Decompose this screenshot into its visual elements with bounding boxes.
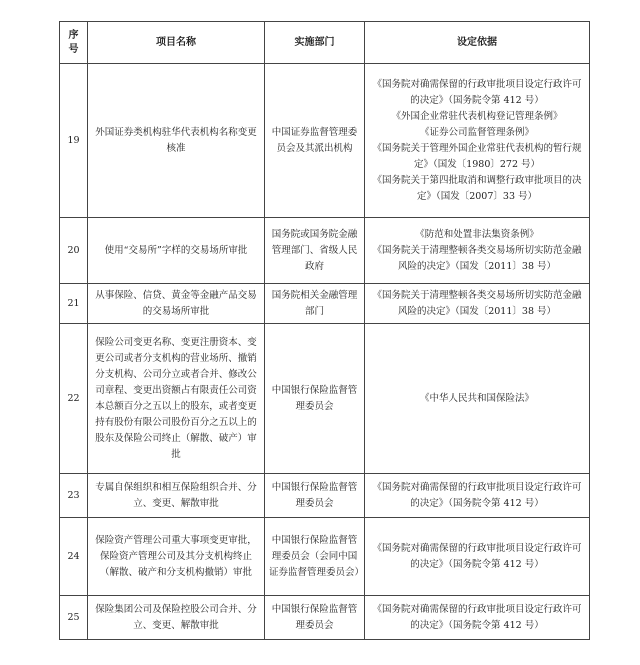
table-row	[60, 218, 590, 284]
table-row	[60, 64, 590, 218]
basis-item: 《国务院对确需保留的行政审批项目设定行政许可的决定》（国务院令第 412 号）	[372, 603, 582, 631]
row-basis	[365, 596, 590, 640]
row-name: 保险集团公司及保险控股公司合并、分立、变更、解散审批	[88, 596, 265, 640]
header-dept: 实施部门	[265, 22, 365, 64]
row-dept: 国务院或国务院金融管理部门、省级人民政府	[265, 218, 365, 284]
basis-item: 《外国企业常驻代表机构登记管理条例》	[391, 110, 563, 122]
row-dept: 中国银行保险监督管理委员会（会同中国证券监督管理委员会）	[265, 518, 365, 596]
row-no: 25	[60, 596, 88, 640]
row-dept: 中国银行保险监督管理委员会	[265, 324, 365, 474]
row-basis	[365, 324, 590, 474]
basis-item: 《防范和处置非法集资条例》	[415, 228, 539, 240]
approval-items-table	[59, 21, 590, 640]
table-row	[60, 474, 590, 518]
row-dept: 国务院相关金融管理部门	[265, 284, 365, 324]
basis-item: 《证券公司监督管理条例》	[419, 126, 534, 138]
row-basis	[365, 474, 590, 518]
row-name: 专属自保组织和相互保险组织合并、分立、变更、解散审批	[88, 474, 265, 518]
basis-item: 《国务院关于清理整顿各类交易场所切实防范金融风险的决定》（国发〔2011〕38 号）	[372, 244, 582, 272]
table-row	[60, 324, 590, 474]
basis-item: 《国务院关于第四批取消和调整行政审批项目的决定》（国发〔2007〕33 号）	[372, 174, 582, 202]
table-row	[60, 284, 590, 324]
basis-item: 《国务院关于清理整顿各类交易场所切实防范金融风险的决定》（国发〔2011〕38 号）	[372, 289, 582, 317]
header-row	[60, 22, 590, 64]
row-no: 24	[60, 518, 88, 596]
basis-item: 《中华人民共和国保险法》	[419, 392, 534, 404]
row-no: 23	[60, 474, 88, 518]
row-no: 21	[60, 284, 88, 324]
row-name: 外国证券类机构驻华代表机构名称变更核准	[88, 64, 265, 218]
header-basis: 设定依据	[365, 22, 590, 64]
table-row	[60, 518, 590, 596]
header-no: 序号	[60, 22, 88, 64]
basis-item: 《国务院关于管理外国企业常驻代表机构的暂行规定》（国发〔1980〕272 号）	[372, 142, 582, 170]
table-row	[60, 596, 590, 640]
row-basis	[365, 64, 590, 218]
row-basis	[365, 218, 590, 284]
row-dept: 中国银行保险监督管理委员会	[265, 596, 365, 640]
basis-item: 《国务院对确需保留的行政审批项目设定行政许可的决定》（国务院令第 412 号）	[372, 78, 582, 106]
basis-item: 《国务院对确需保留的行政审批项目设定行政许可的决定》（国务院令第 412 号）	[372, 481, 582, 509]
basis-item: 《国务院对确需保留的行政审批项目设定行政许可的决定》（国务院令第 412 号）	[372, 542, 582, 570]
row-name: 保险资产管理公司重大事项变更审批，保险资产管理公司及其分支机构终止（解散、破产和分支机构撤销）审批	[88, 518, 265, 596]
row-dept: 中国证券监督管理委员会及其派出机构	[265, 64, 365, 218]
row-no: 22	[60, 324, 88, 474]
row-name: 保险公司变更名称、变更注册资本、变更公司或者分支机构的营业场所、撤销分支机构、公司分立或者合并、修改公司章程、变更出资额占有限责任公司资本总额百分之五以上的股东，或者变更持有股份有限公司股份百分之五以上的股东及保险公司终止（解散、破产）审批	[88, 324, 265, 474]
row-dept: 中国银行保险监督管理委员会	[265, 474, 365, 518]
header-name: 项目名称	[88, 22, 265, 64]
row-no: 20	[60, 218, 88, 284]
row-name: 从事保险、信贷、黄金等金融产品交易的交易场所审批	[88, 284, 265, 324]
row-basis	[365, 284, 590, 324]
row-basis	[365, 518, 590, 596]
row-name: 使用“交易所”字样的交易场所审批	[88, 218, 265, 284]
row-no: 19	[60, 64, 88, 218]
